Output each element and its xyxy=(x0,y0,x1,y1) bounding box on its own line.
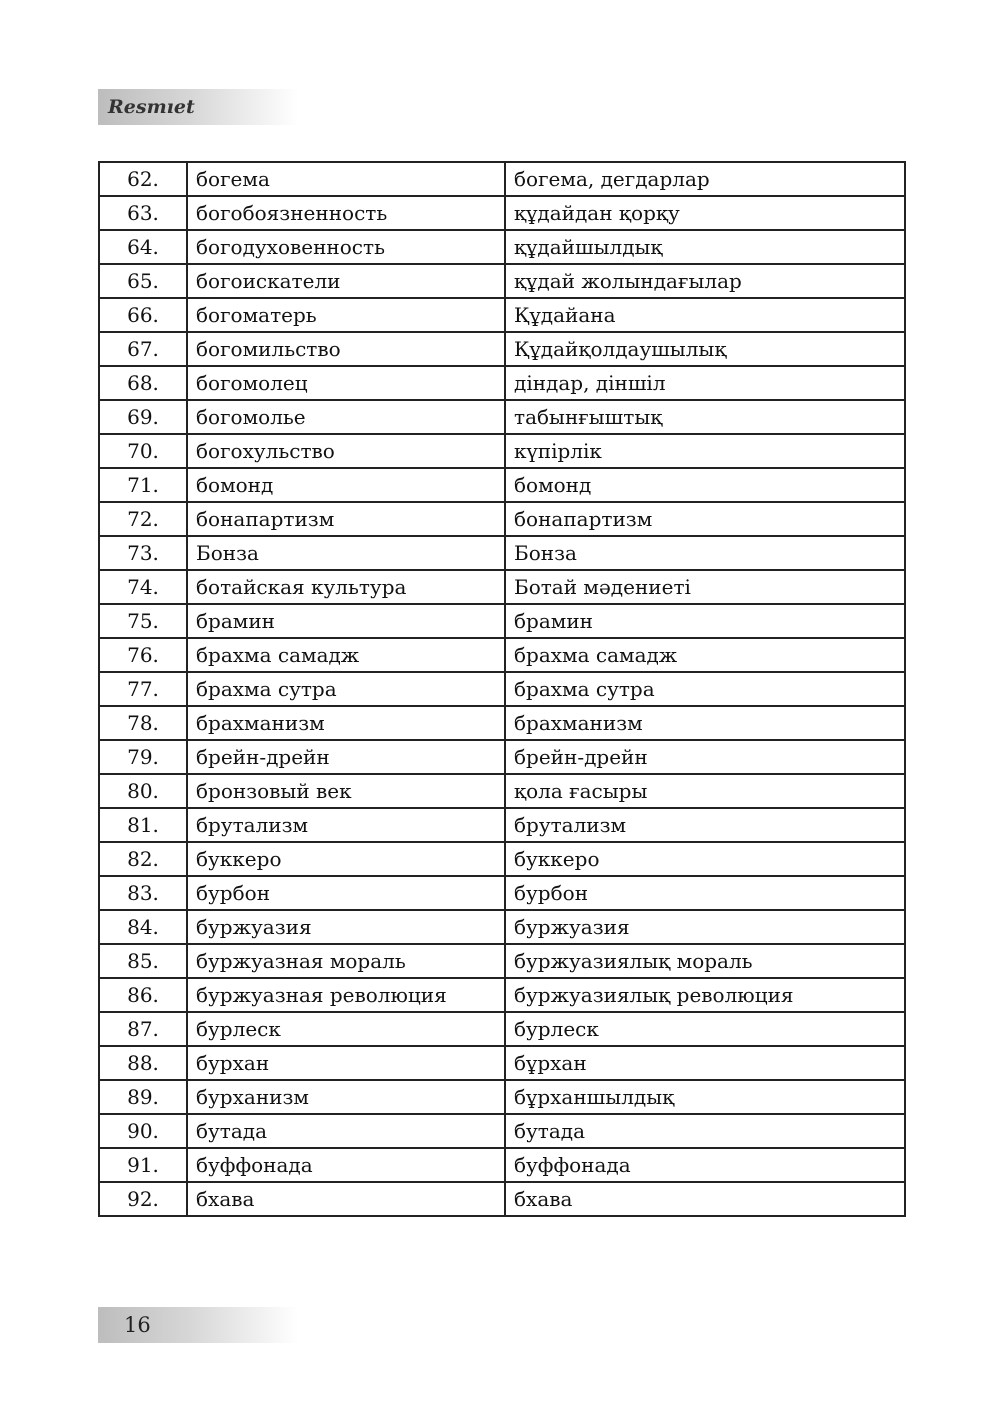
running-header-title: Resmıet xyxy=(108,96,195,118)
term-russian: брутализм xyxy=(187,808,505,842)
table-row xyxy=(99,1148,905,1182)
term-kazakh: брейн-дрейн xyxy=(505,740,905,774)
row-number: 66. xyxy=(99,298,187,332)
table-row xyxy=(99,978,905,1012)
table-row xyxy=(99,672,905,706)
term-kazakh: брамин xyxy=(505,604,905,638)
term-kazakh: табынғыштық xyxy=(505,400,905,434)
term-russian: бхава xyxy=(187,1182,505,1216)
row-number: 79. xyxy=(99,740,187,774)
table-row xyxy=(99,876,905,910)
term-russian: бронзовый век xyxy=(187,774,505,808)
term-russian: богохульство xyxy=(187,434,505,468)
table-row xyxy=(99,162,905,196)
row-number: 89. xyxy=(99,1080,187,1114)
term-russian: богема xyxy=(187,162,505,196)
row-number: 71. xyxy=(99,468,187,502)
row-number: 81. xyxy=(99,808,187,842)
row-number: 80. xyxy=(99,774,187,808)
term-russian: богомолье xyxy=(187,400,505,434)
row-number: 90. xyxy=(99,1114,187,1148)
row-number: 75. xyxy=(99,604,187,638)
term-kazakh: бұрхан xyxy=(505,1046,905,1080)
term-russian: богоискатели xyxy=(187,264,505,298)
term-russian: буккеро xyxy=(187,842,505,876)
term-kazakh: буккеро xyxy=(505,842,905,876)
term-kazakh: Бонза xyxy=(505,536,905,570)
term-kazakh: бұрханшылдық xyxy=(505,1080,905,1114)
term-kazakh: күпірлік xyxy=(505,434,905,468)
row-number: 74. xyxy=(99,570,187,604)
table-row xyxy=(99,298,905,332)
table-row xyxy=(99,808,905,842)
table-row xyxy=(99,332,905,366)
table-row xyxy=(99,366,905,400)
term-russian: Бонза xyxy=(187,536,505,570)
term-kazakh: бутада xyxy=(505,1114,905,1148)
table-row xyxy=(99,910,905,944)
term-russian: бурхан xyxy=(187,1046,505,1080)
term-kazakh: буржуазиялық мораль xyxy=(505,944,905,978)
glossary-table xyxy=(98,161,906,1217)
term-russian: брахма самадж xyxy=(187,638,505,672)
term-kazakh: брахма сутра xyxy=(505,672,905,706)
row-number: 82. xyxy=(99,842,187,876)
table-row xyxy=(99,1114,905,1148)
term-russian: бонапартизм xyxy=(187,502,505,536)
term-kazakh: Ботай мәдениеті xyxy=(505,570,905,604)
term-kazakh: буффонада xyxy=(505,1148,905,1182)
term-russian: брамин xyxy=(187,604,505,638)
table-row xyxy=(99,536,905,570)
row-number: 92. xyxy=(99,1182,187,1216)
row-number: 67. xyxy=(99,332,187,366)
table-row xyxy=(99,604,905,638)
row-number: 83. xyxy=(99,876,187,910)
table-row xyxy=(99,944,905,978)
term-russian: брахманизм xyxy=(187,706,505,740)
term-kazakh: құдайдан қорқу xyxy=(505,196,905,230)
term-russian: богоматерь xyxy=(187,298,505,332)
table-row xyxy=(99,706,905,740)
term-kazakh: бурлеск xyxy=(505,1012,905,1046)
term-kazakh: құдай жолындағылар xyxy=(505,264,905,298)
table-row xyxy=(99,774,905,808)
term-russian: бутада xyxy=(187,1114,505,1148)
term-russian: буржуазная мораль xyxy=(187,944,505,978)
term-kazakh: брахманизм xyxy=(505,706,905,740)
table-row xyxy=(99,230,905,264)
term-russian: богомильство xyxy=(187,332,505,366)
term-kazakh: бомонд xyxy=(505,468,905,502)
table-row xyxy=(99,1182,905,1216)
term-kazakh: бхава xyxy=(505,1182,905,1216)
table-row xyxy=(99,264,905,298)
term-russian: брейн-дрейн xyxy=(187,740,505,774)
term-russian: буржуазия xyxy=(187,910,505,944)
row-number: 78. xyxy=(99,706,187,740)
row-number: 85. xyxy=(99,944,187,978)
glossary-table-body xyxy=(99,162,905,1216)
table-row xyxy=(99,1046,905,1080)
term-kazakh: буржуазиялық революция xyxy=(505,978,905,1012)
term-russian: бурлеск xyxy=(187,1012,505,1046)
table-row xyxy=(99,740,905,774)
row-number: 91. xyxy=(99,1148,187,1182)
row-number: 87. xyxy=(99,1012,187,1046)
row-number: 63. xyxy=(99,196,187,230)
term-kazakh: діндар, діншіл xyxy=(505,366,905,400)
term-russian: богомолец xyxy=(187,366,505,400)
term-russian: буржуазная революция xyxy=(187,978,505,1012)
term-kazakh: бурбон xyxy=(505,876,905,910)
table-row xyxy=(99,196,905,230)
row-number: 69. xyxy=(99,400,187,434)
term-kazakh: богема, дегдарлар xyxy=(505,162,905,196)
term-kazakh: Құдайана xyxy=(505,298,905,332)
table-row xyxy=(99,638,905,672)
table-row xyxy=(99,1080,905,1114)
term-kazakh: буржуазия xyxy=(505,910,905,944)
row-number: 86. xyxy=(99,978,187,1012)
page-number: 16 xyxy=(124,1313,151,1337)
table-row xyxy=(99,502,905,536)
term-russian: богодуховенность xyxy=(187,230,505,264)
term-russian: богобоязненность xyxy=(187,196,505,230)
row-number: 84. xyxy=(99,910,187,944)
row-number: 88. xyxy=(99,1046,187,1080)
table-row xyxy=(99,400,905,434)
row-number: 76. xyxy=(99,638,187,672)
running-footer xyxy=(98,1307,298,1343)
term-kazakh: Құдайқолдаушылық xyxy=(505,332,905,366)
table-row xyxy=(99,570,905,604)
row-number: 72. xyxy=(99,502,187,536)
row-number: 77. xyxy=(99,672,187,706)
table-row xyxy=(99,434,905,468)
table-row xyxy=(99,842,905,876)
term-russian: бурбон xyxy=(187,876,505,910)
row-number: 64. xyxy=(99,230,187,264)
term-russian: бомонд xyxy=(187,468,505,502)
row-number: 62. xyxy=(99,162,187,196)
term-russian: бурханизм xyxy=(187,1080,505,1114)
row-number: 65. xyxy=(99,264,187,298)
term-russian: ботайская культура xyxy=(187,570,505,604)
table-row xyxy=(99,1012,905,1046)
term-russian: брахма сутра xyxy=(187,672,505,706)
term-kazakh: бонапартизм xyxy=(505,502,905,536)
row-number: 68. xyxy=(99,366,187,400)
row-number: 73. xyxy=(99,536,187,570)
term-kazakh: қола ғасыры xyxy=(505,774,905,808)
running-header xyxy=(98,89,298,125)
table-row xyxy=(99,468,905,502)
term-kazakh: құдайшылдық xyxy=(505,230,905,264)
term-kazakh: брутализм xyxy=(505,808,905,842)
row-number: 70. xyxy=(99,434,187,468)
term-russian: буффонада xyxy=(187,1148,505,1182)
term-kazakh: брахма самадж xyxy=(505,638,905,672)
